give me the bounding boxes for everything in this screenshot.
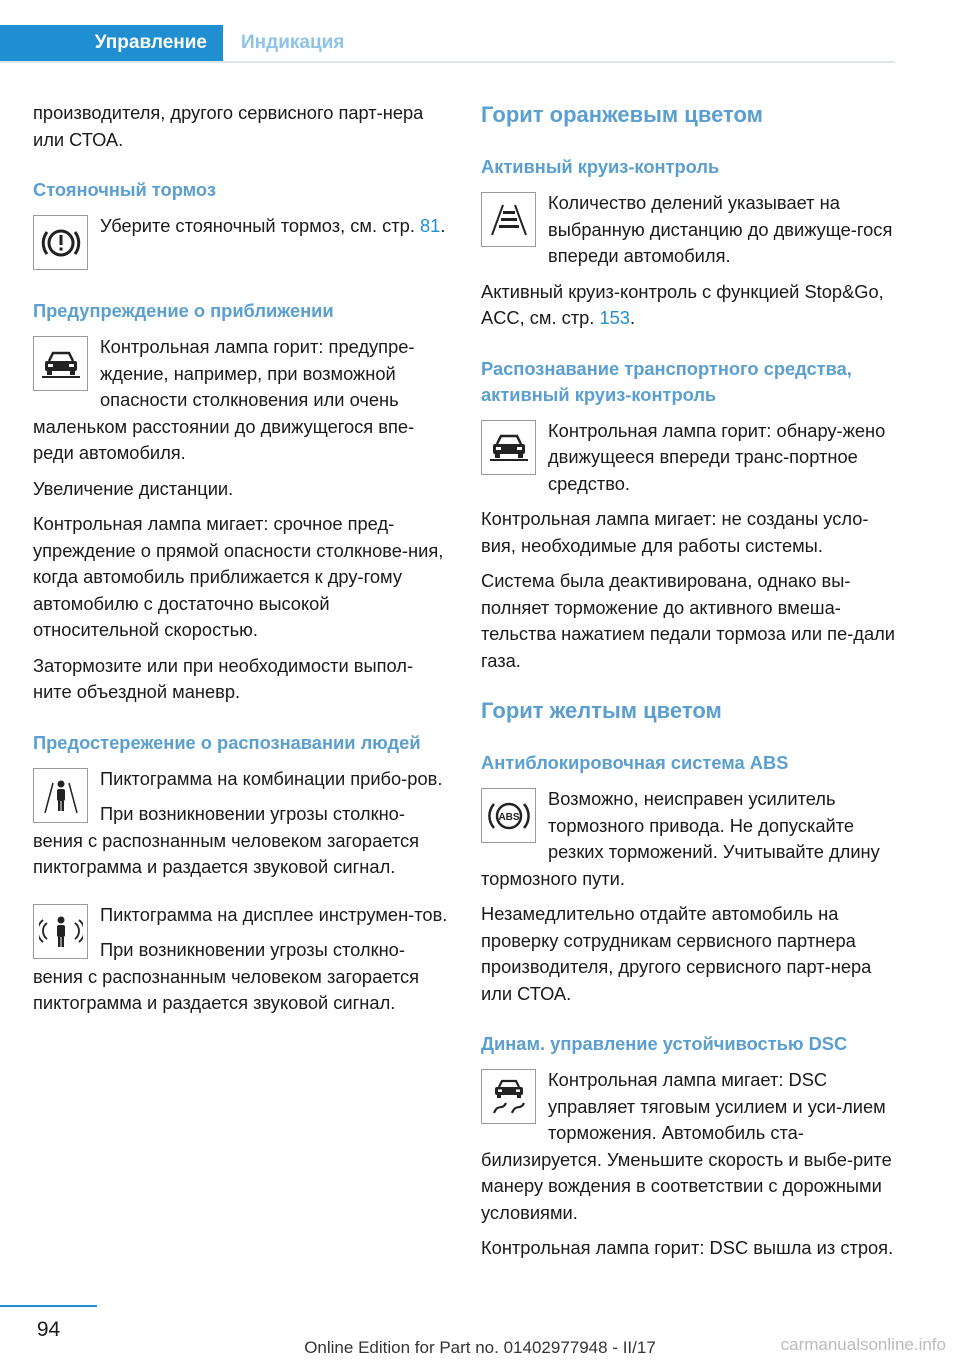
watermark: carmanualsonline.info: [780, 1335, 946, 1354]
approach-warning-text-1: Контрольная лампа горит: предупре-ждение, например, при возможной опасности столкновения или очень маленьком расстоянии до движущегося впе-реди автомобиля.: [33, 336, 415, 463]
pedestrian-text-4: При возникновении угрозы столкно-вения с распознанным человеком загорается пиктограмма и раздается звуковой сигнал.: [33, 939, 420, 1013]
vehicle-detection-text-3: Система была деактивирована, однако вы-полняет торможение до активного вмеша-тельства нажатием педали тормоза или пе-дали газа.: [481, 570, 895, 671]
tab-control[interactable]: Управление: [0, 25, 223, 61]
dsc-heading: Динам. управление устойчивостью DSC: [481, 1033, 848, 1054]
car-front-icon: [33, 336, 88, 391]
vehicle-detection-text-1: Контрольная лампа горит: обнару-жено движущееся впереди транс-портное средство.: [548, 419, 886, 494]
acc-distance-icon: [481, 192, 536, 247]
vehicle-detection-text-2: Контрольная лампа мигает: не созданы усло-вия, необходимые для работы системы.: [481, 508, 869, 556]
vehicle-detection-heading: Распознавание транспортного средства, активный круиз-контроль: [481, 357, 852, 405]
left-column: [33, 100, 451, 1026]
tab-indication[interactable]: Индикация: [241, 32, 345, 53]
page-link-81[interactable]: 81: [420, 215, 441, 236]
parking-brake-text: Уберите стояночный тормоз, см. стр. 81.: [100, 215, 446, 236]
pedestrian-icon: [33, 768, 88, 823]
svg-text:ABS: ABS: [497, 811, 520, 823]
dsc-text-1: Контрольная лампа мигает: DSC управляет тяговым усилием и уси-лием торможения. Автомобиль ста-билизируется. Уменьшите скорость и выбе-рите манеру вождения в соответствии с дорожными условиями.: [481, 1069, 892, 1223]
yellow-heading: Горит желтым цветом: [481, 698, 722, 723]
abs-heading: Антиблокировочная система ABS: [481, 752, 789, 773]
pedestrian-warning-heading: Предостережение о распознавании людей: [33, 731, 421, 753]
pedestrian-text-3: Пиктограмма на дисплее инструмен-тов.: [100, 903, 448, 925]
approach-warning-text-2: Увеличение дистанции.: [33, 477, 234, 499]
approach-warning-heading: Предупреждение о приближении: [33, 300, 334, 321]
header-tabs: [0, 25, 895, 63]
vehicle-detected-icon: [481, 420, 536, 475]
abs-icon: [481, 788, 536, 843]
orange-heading: Горит оранжевым цветом: [481, 102, 763, 127]
approach-warning-text-4: Затормозите или при необходимости выпол-ните объездной маневр.: [33, 654, 414, 702]
page-number-rule: [0, 1305, 97, 1307]
dsc-text-2: Контрольная лампа горит: DSC вышла из строя.: [481, 1237, 894, 1258]
pedestrian-text-2: При возникновении угрозы столкно-вения с распознанным человеком загорается пиктограмма и раздается звуковой сигнал.: [33, 803, 420, 877]
pedestrian-display-icon: [33, 904, 88, 959]
acc-text-2: Активный круиз-контроль с функцией Stop&Go, ACC, см. стр. 153.: [481, 280, 884, 328]
acc-text-1: Количество делений указывает на выбранную дистанцию до движуще-гося впереди автомобиля.: [548, 192, 893, 266]
parking-brake-heading: Стояночный тормоз: [33, 179, 216, 200]
dsc-icon: [481, 1069, 536, 1124]
intro-text: производителя, другого сервисного парт-нера или СТОА.: [33, 102, 424, 150]
page-number: 94: [36, 1318, 61, 1341]
acc-heading: Активный круиз-контроль: [481, 156, 720, 177]
parking-brake-icon: [33, 215, 88, 270]
edition-footer: Online Edition for Part no. 01402977948 - II/17: [304, 1338, 656, 1357]
right-column: [481, 100, 896, 1271]
pedestrian-text-1: Пиктограмма на комбинации прибо-ров.: [100, 767, 443, 789]
abs-text-1: Возможно, неисправен усилитель тормозного привода. Не допускайте резких торможений. Учитывайте длину тормозного пути.: [481, 788, 880, 889]
page-link-153[interactable]: 153: [599, 307, 630, 328]
abs-text-2: Незамедлительно отдайте автомобиль на проверку сотрудникам сервисного партнера производителя, другого сервисного парт-нера или СТОА.: [481, 903, 872, 1004]
approach-warning-text-3: Контрольная лампа мигает: срочное пред-упреждение о прямой опасности столкнове-ния, когда автомобиль приближается к дру-гому автомобилю с достаточно высокой относительной скоростью.: [33, 513, 444, 640]
